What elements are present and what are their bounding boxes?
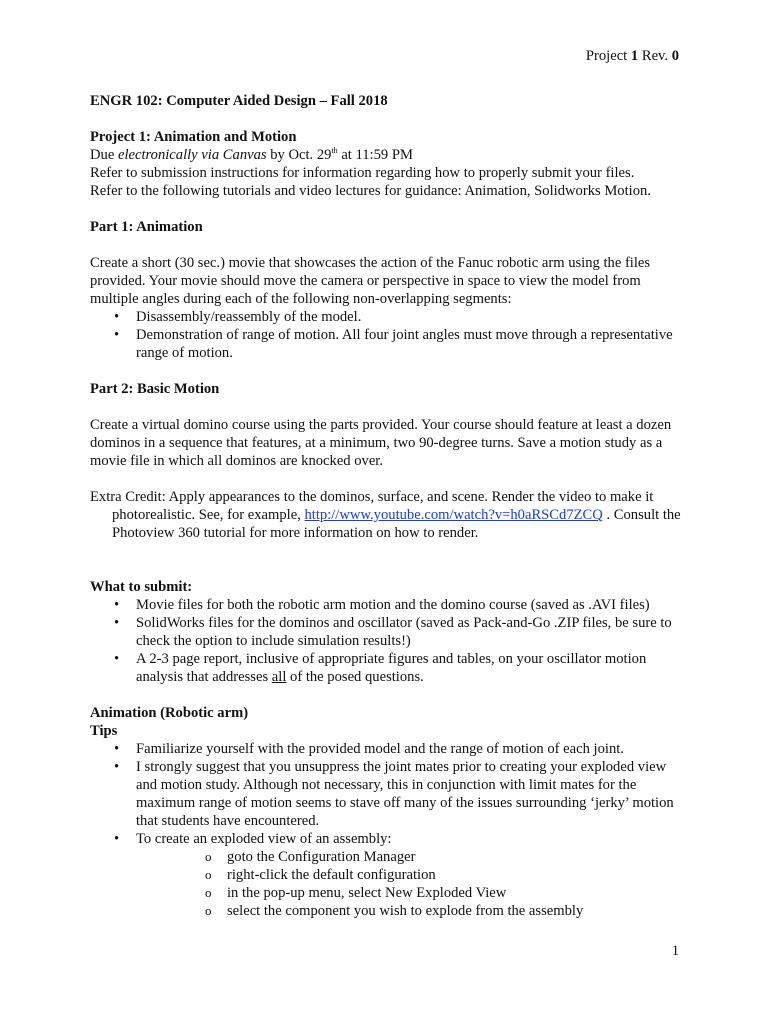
animation-heading: Animation (Robotic arm) [90,705,249,721]
project-title: Project 1: Animation and Motion [90,129,297,145]
list-item: • Movie files for both the robotic arm motion and the domino course (saved as .AVI files) [90,596,690,614]
list-item: • Demonstration of range of motion. All four joint angles must move through a representative range of motion. [90,326,690,362]
youtube-link[interactable]: http://www.youtube.com/watch?v=h0aRSCd7ZCQ [304,507,603,523]
tips-list [90,740,690,920]
due-line [90,146,690,164]
list-item: o goto the Configuration Manager [136,848,690,866]
list-item: • Disassembly/reassembly of the model. [90,308,690,326]
header-project-number: 1 [630,48,639,64]
part2-heading: Part 2: Basic Motion [90,381,220,397]
part2-intro: Create a virtual domino course using the parts provided. Your course should feature at least a dozen dominos in a sequence that features, at a minimum, two 90-degree turns. Save a motion study as a movie file in which all dominos are knocked over. [90,417,672,469]
reference-submission: Refer to submission instructions for information regarding how to properly submit your files. [90,165,635,181]
page-header [586,47,679,65]
report-text-end: of the posed questions. [286,669,424,685]
extra-credit-text: Extra Credit: Apply appearances to the dominos, surface, and scene. Render the video to make it photorealistic. See, for example, [90,489,654,523]
tips-heading: Tips [90,723,118,739]
document-body [90,92,690,920]
list-item [90,650,690,686]
header-rev-number: 0 [671,48,679,64]
list-item: o right-click the default configuration [136,866,690,884]
due-date: by Oct. 29 [266,147,332,163]
extra-credit [90,488,690,542]
report-all-emphasis: all [271,669,287,685]
extra-credit-consult: . Consult the Photoview 360 tutorial for more information on how to render. [112,507,681,541]
list-item [90,830,690,920]
page-number: 1 [671,943,679,959]
due-date-suffix: th [331,146,338,155]
exploded-view-intro: To create an exploded view of an assembly: [136,831,392,847]
exploded-view-steps [136,848,690,920]
list-item: • Familiarize yourself with the provided model and the range of motion of each joint. [90,740,690,758]
list-item: • I strongly suggest that you unsuppress the joint mates prior to creating your exploded view and motion study. Although not necessary, this in conjunction with limit mates for the maximum range of motion seems to stave off many of the issues surrounding ‘jerky’ motion that students have encountered. [90,758,690,830]
due-method: electronically via Canvas [117,147,267,163]
due-prefix: Due [90,147,118,163]
reference-tutorials: Refer to the following tutorials and video lectures for guidance: Animation, Solidworks Motion. [90,183,651,199]
list-item: o select the component you wish to explode from the assembly [136,902,690,920]
list-item: • SolidWorks files for the dominos and oscillator (saved as Pack-and-Go .ZIP files, be sure to check the option to include simulation results!) [90,614,690,650]
list-item: o in the pop-up menu, select New Exploded View [136,884,690,902]
header-project-label: Project [585,48,631,64]
header-rev-label: Rev. [638,48,672,64]
submit-heading: What to submit: [90,579,193,595]
report-text: A 2-3 page report, inclusive of appropriate figures and tables, on your oscillator motion analysis that addresses [136,651,647,685]
part1-list [90,308,690,362]
due-time: at 11:59 PM [337,147,413,163]
part1-heading: Part 1: Animation [90,219,203,235]
submit-list [90,596,690,686]
course-title: ENGR 102: Computer Aided Design – Fall 2018 [90,93,388,109]
part1-intro: Create a short (30 sec.) movie that showcases the action of the Fanuc robotic arm using the files provided. Your movie should move the camera or perspective in space to view the model from multiple angles during each of the following non-overlapping segments: [90,255,651,307]
